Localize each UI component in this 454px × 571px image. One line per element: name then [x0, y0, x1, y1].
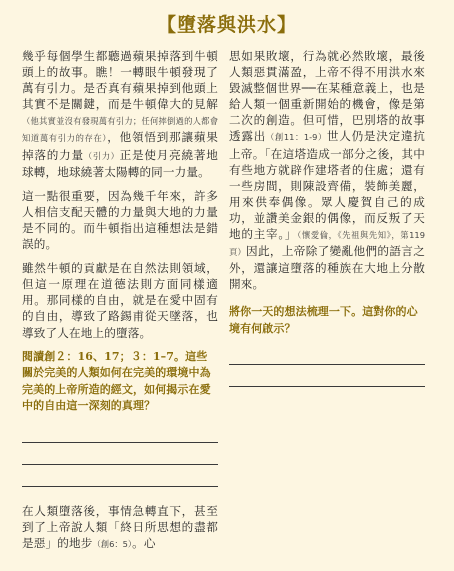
footnote-force: （引力）: [83, 150, 120, 161]
footnote-gravity: （他其實並沒有發現萬有引力；任何摔倒過的人都會知道萬有引力的存在）: [22, 116, 218, 144]
answer-line[interactable]: [22, 443, 218, 465]
answer-line[interactable]: [22, 421, 218, 443]
question-reflection: 將你一天的想法梳理一下。這對你的心境有何啟示？: [229, 305, 418, 335]
right-column: [229, 48, 425, 387]
paragraph-after-fall: [22, 503, 218, 552]
citation: （懷愛倫，《先祖與先知》，第119頁）: [229, 230, 425, 258]
answer-line[interactable]: [22, 465, 218, 487]
paragraph-text: 幾乎每個學生都聽過蘋果掉落到牛頓頭上的故事。瞧！一轉眼牛頓發現了萬有引力。是否真有蘋果掉到他頭上其實不是關鍵，而是牛頓偉大的見解: [22, 49, 218, 112]
scripture-reference: （創11：1-9）: [266, 132, 327, 143]
answer-lines-right: [229, 343, 425, 387]
paragraph-text: 在人類墮落後，事情急轉直下，甚至到了上帝說人類「終日所思想的盡都是惡」的地步: [22, 503, 218, 550]
paragraph-text: 。心: [132, 535, 156, 550]
paragraph-moral-law: 雖然牛頓的貢獻是在自然法則領域，但這一原理在道德法則方面同樣適用。那同樣的自由，就是在愛中固有的自由，導致了路錫甫從天墜落，也導致了人在地上的墮落。: [22, 261, 218, 340]
paragraph-flood: [229, 48, 425, 292]
answer-line[interactable]: [229, 365, 425, 387]
question-genesis: 閱讀創２：16、17；３：1–7。這些關於完美的人類如何在完美的環境中為完美的上帝所造的經文，如何揭示在愛中的自由這一深刻的真理？: [22, 349, 211, 413]
paragraph-text: 因此，上帝除了變亂他們的語言之外，還讓這墮落的種族在大地上分散開來。: [229, 244, 425, 292]
paragraph-text: 世人仍是決定違抗上帝。「在這塔造成一部分之後，其中有些地方就辟作建塔者的住處；還有一些房間，則陳設齊備，裝飾美麗，用來供奉偶像。眾人慶賀自己的成功，並讚美金銀的偶像，而反叛了天地的主宰。」: [229, 129, 426, 242]
paragraph-text: 正是使月亮繞著地球轉，地球繞著太陽轉的同一力量。: [22, 147, 218, 179]
page-title: 【墮落與洪水】: [156, 14, 297, 36]
paragraph-forces: 這一點很重要，因為幾千年來，許多人相信支配天體的力量與大地的力量是不同的。而牛頓指出這種想法是錯誤的。: [22, 188, 218, 252]
left-column: [22, 48, 218, 560]
answer-line[interactable]: [229, 343, 425, 365]
scripture-reference: （創6：5）: [92, 538, 133, 549]
paragraph-newton: [22, 48, 218, 180]
answer-lines-left: [22, 421, 218, 487]
paragraph-text: ，他領悟到那讓蘋果掉落的力量: [22, 130, 218, 162]
paragraph-text: 思如果敗壞，行為就必然敗壞，最後人類惡貫滿盈，上帝不得不用洪水來毀滅整個世界──在某種意義上，也是給人類一個重新開始的機會，像是第二次的創造。但可惜，巴別塔的故事透露出: [229, 49, 425, 144]
